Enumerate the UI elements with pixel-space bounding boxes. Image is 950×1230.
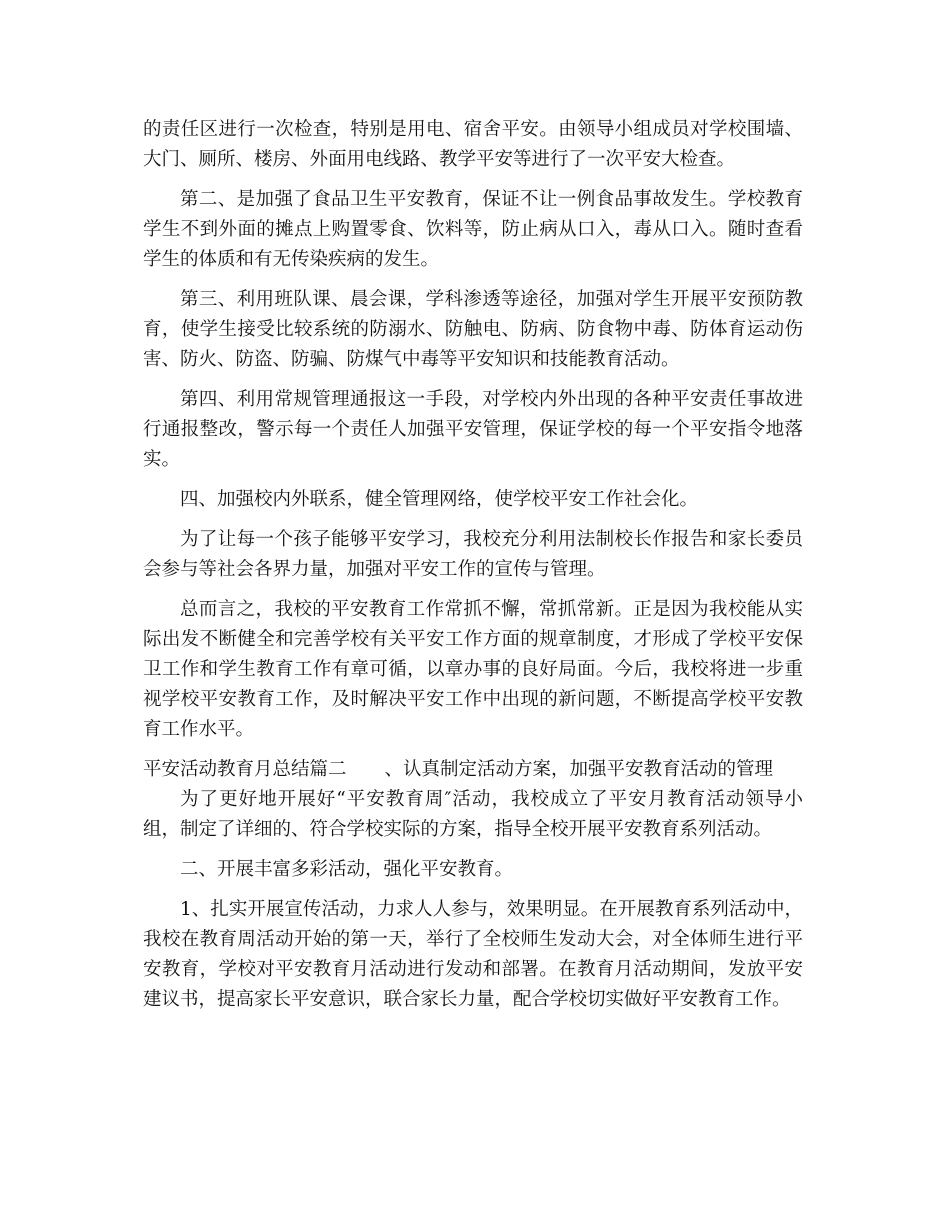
paragraph-parent-committee: 为了让每一个孩子能够平安学习，我校充分利用法制校长作报告和家长委员会参与等社会各界力量，加强对平安工作的宣传与管理。 <box>143 529 803 580</box>
paragraph-summary: 总而言之，我校的平安教育工作常抓不懈，常抓常新。正是因为我校能从实际出发不断健全和完善学校有关平安工作方面的规章制度，才形成了学校平安保卫工作和学生教育工作有章可循，以章办事的良好局面。今后，我校将进一步重视学校平安教育工作，及时解决平安工作中出现的新问题，不断提高学校平安教育工作水平。 <box>143 599 803 740</box>
paragraph-publicity: 1、扎实开展宣传活动，力求人人参与，效果明显。在开展教育系列活动中，我校在教育周活动开始的第一天，举行了全校师生发动大会，对全体师生进行平安教育，学校对平安教育月活动进行发动和部署。在教育月活动期间，发放平安建议书，提高家长平安意识，联合家长力量，配合学校切实做好平安教育工作。 <box>143 899 803 1010</box>
section-subtitle: 、认真制定活动方案，加强平安教育活动的管理 <box>384 759 774 780</box>
section-heading <box>143 755 803 785</box>
paragraph-school-community: 四、加强校内外联系，健全管理网络，使学校平安工作社会化。 <box>180 489 699 510</box>
section-title: 平安活动教育月总结篇二 <box>143 759 347 780</box>
paragraph-activities-heading: 二、开展丰富多彩活动，强化平安教育。 <box>180 859 514 880</box>
paragraph-safety-education: 第三、利用班队课、晨会课，学科渗透等途径，加强对学生开展平安预防教育，使学生接受比较系统的防溺水、防触电、防病、防食物中毒、防体育运动伤害、防火、防盗、防骗、防煤气中毒等平安知识和技能教育活动。 <box>143 289 803 370</box>
paragraph-leadership-group: 为了更好地开展好“平安教育周″活动，我校成立了平安月教育活动领导小组，制定了详细的、符合学校实际的方案，指导全校开展平安教育系列活动。 <box>143 789 803 840</box>
paragraph-continuation: 的责任区进行一次检查，特别是用电、宿舍平安。由领导小组成员对学校围墙、大门、厕所、楼房、外面用电线路、教学平安等进行了一次平安大检查。 <box>143 119 803 170</box>
document-body <box>143 115 803 1025</box>
paragraph-food-safety: 第二、是加强了食品卫生平安教育，保证不让一例食品事故发生。学校教育学生不到外面的摊点上购置零食、饮料等，防止病从口入，毒从口入。随时查看学生的体质和有无传染疾病的发生。 <box>143 189 803 270</box>
paragraph-management-report: 第四、利用常规管理通报这一手段，对学校内外出现的各种平安责任事故进行通报整改，警示每一个责任人加强平安管理，保证学校的每一个平安指令地落实。 <box>143 389 803 470</box>
